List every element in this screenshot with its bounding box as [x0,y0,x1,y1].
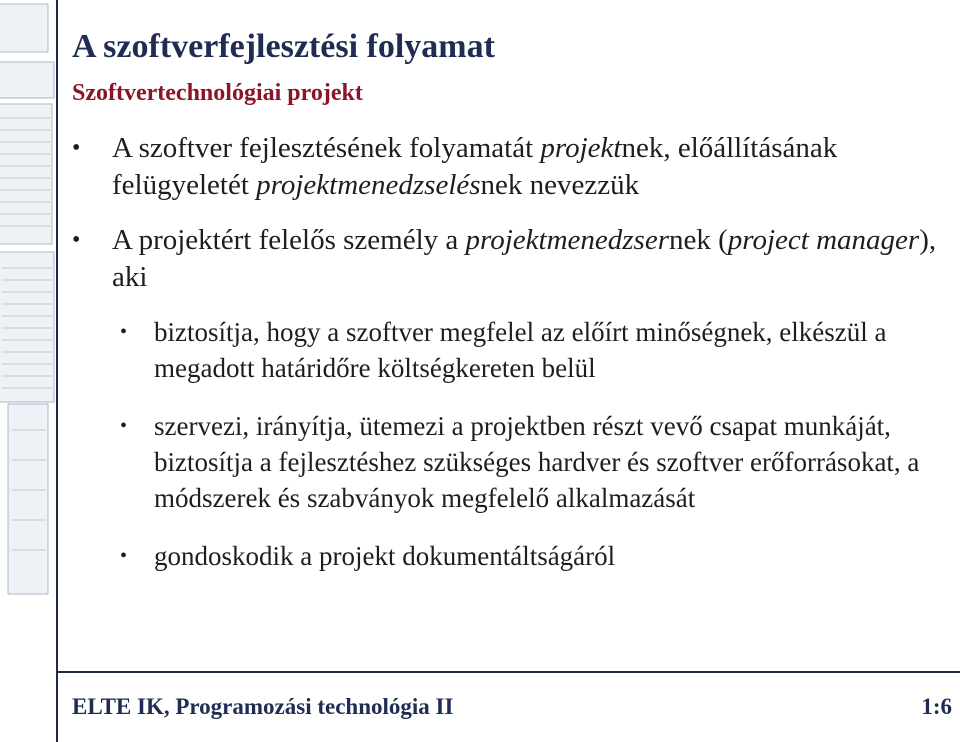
sub-bullet-list [72,314,952,574]
bullet-icon: • [72,227,81,253]
bullet-text-segment: A szoftver fejlesztésének folyamatát [112,132,541,164]
sub-bullet-item [116,314,952,386]
slide-subtitle: Szoftvertechnológiai projekt [72,80,363,106]
decorative-diagram-image [0,0,56,742]
bullet-text-segment: A projektért felelős személy a [112,224,466,256]
footer-slide-number: 1:6 [921,694,952,719]
bullet-text-segment: nek, előállításának felügyeletét [112,132,838,201]
sub-bullet-text: gondoskodik a projekt dokumentáltságáról [154,541,616,571]
bullet-text-segment: nek ( [669,224,728,256]
footer-course-label: ELTE IK, Programozási technológia II [72,694,454,719]
sub-bullet-item [116,538,952,574]
bullet-icon: • [72,135,81,161]
bullet-item [72,130,952,204]
bullet-icon: • [120,545,128,567]
bullet-item [72,222,952,296]
sub-bullet-text: biztosítja, hogy a szoftver megfelel az előírt minőségnek, elkészül a megadott határidőre költségkereten belül [154,317,887,383]
vertical-divider [56,0,58,742]
bullet-icon: • [120,321,128,343]
bullet-text-segment: ), aki [112,224,937,293]
bullet-text-emphasis: projektmenedzser [465,224,669,256]
bullet-text-emphasis: project manager [727,224,920,256]
bullet-text-emphasis: projekt [540,132,622,164]
bullet-list [72,130,952,596]
bullet-icon: • [120,415,128,437]
bullet-text-segment: nek nevezzük [480,169,640,201]
bullet-text-emphasis: projektmenedzselés [256,169,481,201]
footer-divider [56,671,960,673]
slide-title: A szoftverfejlesztési folyamat [72,28,495,65]
sub-bullet-item [116,408,952,516]
sub-bullet-text: szervezi, irányítja, ütemezi a projektben részt vevő csapat munkáját, biztosítja a fejlesztéshez szükséges hardver és szoftver erőforrásokat, a módszerek és szabványok megfelelő alkalmazását [154,411,920,513]
